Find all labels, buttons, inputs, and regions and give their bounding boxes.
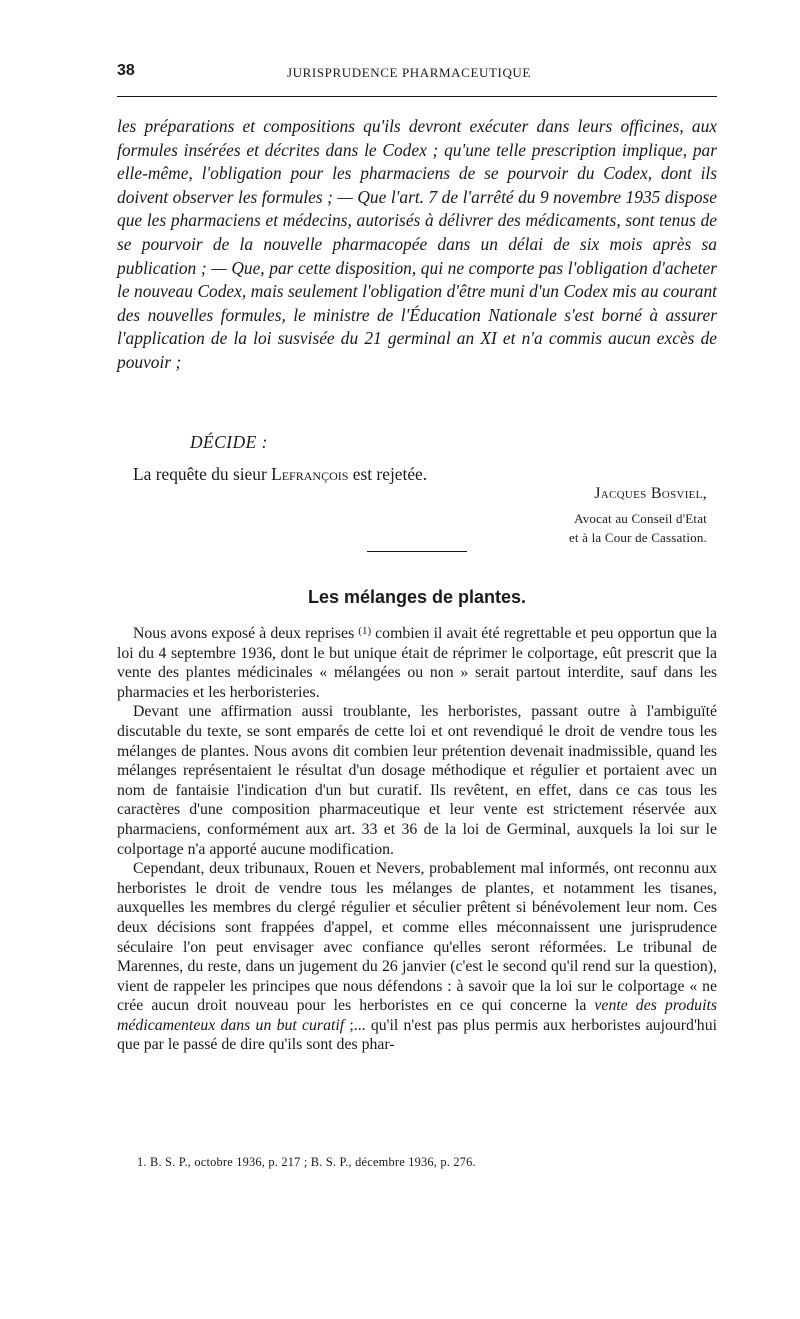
article-paragraph-3: Cependant, deux tribunaux, Rouen et Nevers, probablement mal informés, ont reconnu aux herboristes le droit de vendre tous les mélanges de plantes, et notamment les tisanes, auxquelles les membres du clergé régulier et séculier prêtent si bénévolement leur nom. Ces deux décisions sont frappées d'appel, et comme elles méconnaissent une jurisprudence séculaire l'on peut envisager avec confiance qu'elles seront réformées. Le tribunal de Marennes, du reste, dans un jugement du 26 janvier (c'est le second qu'il rend sur la question), vient de rappeler les principes que nous défendons : à savoir que la loi sur le colportage « ne crée aucun droit nouveau pour les herboristes en ce qui concerne la vente des produits médicamenteux dans un but curatif ;... qu'il n'est pas plus permis aux herboristes aujourd'hui que par le passé de dire qu'ils sont des phar-: [117, 860, 718, 1054]
footnote: 1. B. S. P., octobre 1936, p. 217 ; B. S. P., décembre 1936, p. 276.: [137, 1155, 476, 1169]
article-paragraph-2: Devant une affirmation aussi troublante, les herboristes, passant outre à l'ambiguïté discutable du texte, se sont emparés de cette loi et ont revendiqué le droit de vendre tous les mélanges de plantes. Nous avons dit combien leur prétention devenait inadmissible, quand les mélanges représentaient le résultat d'un dosage méthodique et régulier et portaient avec un nom de fantaisie l'indication d'un but curatif. Ils revêtent, en effet, dans ce cas tous les caractères d'une composition pharmaceutique et leur vente est strictement réservée aux pharmaciens, conformément aux art. 33 et 36 de la loi de Germinal, auxquels la loi sur le colportage n'a apporté aucune modification.: [117, 703, 717, 858]
article-title: Les mélanges de plantes.: [307, 587, 527, 607]
page-header: [117, 60, 717, 90]
petitioner-name: Lefrançois: [271, 464, 349, 484]
page: [117, 60, 718, 1169]
article-paragraph-1: Nous avons exposé à deux reprises $^{(1)}$ combien il avait été regrettable et peu opportun que la loi du 4 septembre 1936, dont le but unique était de réprimer le colportage, eût prescrit que la vente des plantes médicinales « mélangées ou non » serait partout interdite, sauf dans les pharmacies et les herboristeries.: [117, 625, 717, 701]
running-title: JURISPRUDENCE PHARMACEUTIQUE: [287, 65, 531, 80]
rejection-after: est rejetée.: [348, 464, 428, 484]
header-rule: [117, 96, 717, 97]
rejection-before: La requête du sieur: [133, 464, 272, 484]
signature-title-line2: et à la Cour de Cassation.: [568, 530, 707, 545]
italic-quote: vente des produits médicamenteux dans un but curatif: [117, 997, 718, 1034]
page-number: 38: [117, 62, 135, 79]
article-body: [117, 622, 717, 1055]
section-divider: [367, 551, 467, 552]
decide-heading: DÉCIDE :: [190, 432, 268, 452]
footnote-reference[interactable]: (1): [358, 625, 372, 637]
rejection-statement: [133, 464, 427, 485]
signature-title-line1: Avocat au Conseil d'Etat: [574, 511, 707, 526]
signature-name: Jacques Bosviel,: [594, 485, 707, 502]
ruling-italic-paragraph: les préparations et compositions qu'ils devront exécuter dans leurs officines, aux formules insérées et décrites dans le Codex ; qu'une telle prescription implique, par elle-même, l'obligation pour les pharmaciens de se pourvoir du Codex, dont ils doivent observer les formules ; — Que l'art. 7 de l'arrêté du 9 novembre 1935 dispose que les pharmaciens et médecins, autorisés à délivrer des médicaments, sont tenus de se pourvoir de la nouvelle pharmacopée dans un délai de six mois après sa publication ; — Que, par cette disposition, qui ne comporte pas l'obligation d'acheter le nouveau Codex, mais seulement l'obligation d'être muni d'un Codex mis au courant des nouvelles formules, le ministre de l'Éducation Nationale s'est borné à assurer l'application de la loi susvisée du 21 germinal an XI et n'a commis aucun excès de pouvoir ;: [117, 116, 717, 372]
